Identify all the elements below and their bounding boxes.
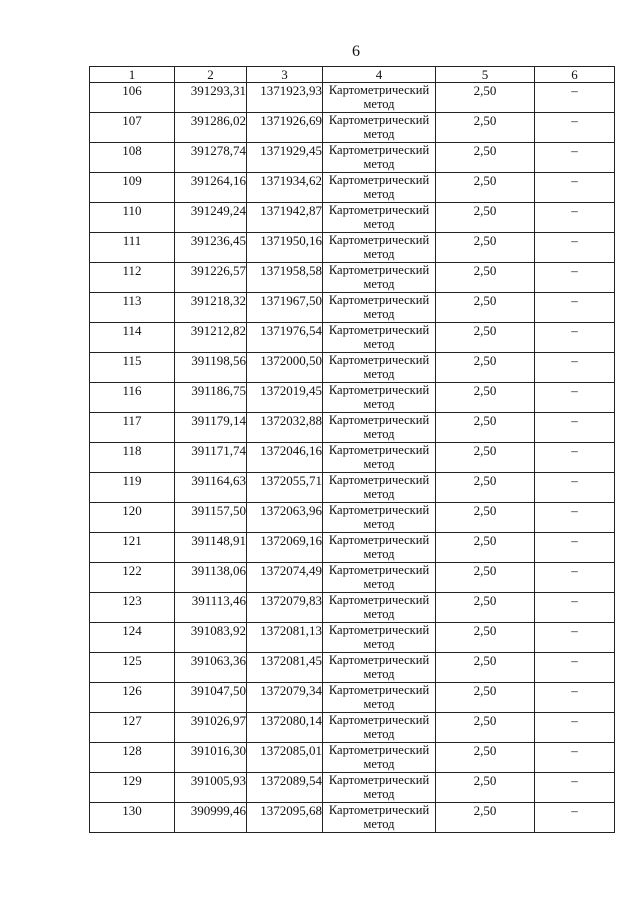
accuracy-cell: 2,50 xyxy=(436,83,535,113)
method-cell: Картометрический метод xyxy=(323,773,436,803)
accuracy-cell: 2,50 xyxy=(436,413,535,443)
table-row xyxy=(90,503,615,533)
point-number-cell: 112 xyxy=(90,263,175,293)
y-coordinate-cell: 1372079,34 xyxy=(247,683,323,713)
x-coordinate-cell: 391138,06 xyxy=(175,563,247,593)
method-cell: Картометрический метод xyxy=(323,743,436,773)
point-number-cell: 123 xyxy=(90,593,175,623)
method-cell: Картометрический метод xyxy=(323,173,436,203)
header-cell: 5 xyxy=(436,67,535,83)
point-number-cell: 115 xyxy=(90,353,175,383)
point-number-cell: 120 xyxy=(90,503,175,533)
page-number: 6 xyxy=(352,43,360,60)
table-row xyxy=(90,173,615,203)
accuracy-cell: 2,50 xyxy=(436,323,535,353)
x-coordinate-cell: 391026,97 xyxy=(175,713,247,743)
note-cell: – xyxy=(535,323,615,353)
accuracy-cell: 2,50 xyxy=(436,383,535,413)
note-cell: – xyxy=(535,173,615,203)
table-row xyxy=(90,473,615,503)
y-coordinate-cell: 1372089,54 xyxy=(247,773,323,803)
point-number-cell: 124 xyxy=(90,623,175,653)
method-cell: Картометрический метод xyxy=(323,113,436,143)
point-number-cell: 117 xyxy=(90,413,175,443)
accuracy-cell: 2,50 xyxy=(436,263,535,293)
y-coordinate-cell: 1371950,16 xyxy=(247,233,323,263)
accuracy-cell: 2,50 xyxy=(436,473,535,503)
accuracy-cell: 2,50 xyxy=(436,443,535,473)
note-cell: – xyxy=(535,83,615,113)
x-coordinate-cell: 391293,31 xyxy=(175,83,247,113)
table-row xyxy=(90,743,615,773)
note-cell: – xyxy=(535,203,615,233)
y-coordinate-cell: 1372063,96 xyxy=(247,503,323,533)
accuracy-cell: 2,50 xyxy=(436,683,535,713)
y-coordinate-cell: 1371976,54 xyxy=(247,323,323,353)
point-number-cell: 106 xyxy=(90,83,175,113)
header-cell: 2 xyxy=(175,67,247,83)
note-cell: – xyxy=(535,503,615,533)
note-cell: – xyxy=(535,113,615,143)
x-coordinate-cell: 391249,24 xyxy=(175,203,247,233)
x-coordinate-cell: 391186,75 xyxy=(175,383,247,413)
x-coordinate-cell: 391226,57 xyxy=(175,263,247,293)
method-cell: Картометрический метод xyxy=(323,503,436,533)
header-cell: 3 xyxy=(247,67,323,83)
y-coordinate-cell: 1371934,62 xyxy=(247,173,323,203)
point-number-cell: 108 xyxy=(90,143,175,173)
table-row xyxy=(90,803,615,833)
x-coordinate-cell: 391218,32 xyxy=(175,293,247,323)
note-cell: – xyxy=(535,143,615,173)
table-row xyxy=(90,713,615,743)
point-number-cell: 121 xyxy=(90,533,175,563)
y-coordinate-cell: 1372069,16 xyxy=(247,533,323,563)
y-coordinate-cell: 1372085,01 xyxy=(247,743,323,773)
table-row xyxy=(90,593,615,623)
table-row xyxy=(90,443,615,473)
y-coordinate-cell: 1372046,16 xyxy=(247,443,323,473)
method-cell: Картометрический метод xyxy=(323,293,436,323)
method-cell: Картометрический метод xyxy=(323,263,436,293)
point-number-cell: 127 xyxy=(90,713,175,743)
note-cell: – xyxy=(535,743,615,773)
x-coordinate-cell: 391236,45 xyxy=(175,233,247,263)
x-coordinate-cell: 391047,50 xyxy=(175,683,247,713)
y-coordinate-cell: 1372055,71 xyxy=(247,473,323,503)
x-coordinate-cell: 391264,16 xyxy=(175,173,247,203)
y-coordinate-cell: 1371942,87 xyxy=(247,203,323,233)
y-coordinate-cell: 1372080,14 xyxy=(247,713,323,743)
note-cell: – xyxy=(535,563,615,593)
accuracy-cell: 2,50 xyxy=(436,533,535,563)
note-cell: – xyxy=(535,623,615,653)
point-number-cell: 130 xyxy=(90,803,175,833)
accuracy-cell: 2,50 xyxy=(436,353,535,383)
note-cell: – xyxy=(535,263,615,293)
accuracy-cell: 2,50 xyxy=(436,653,535,683)
table-row xyxy=(90,233,615,263)
method-cell: Картометрический метод xyxy=(323,653,436,683)
accuracy-cell: 2,50 xyxy=(436,143,535,173)
y-coordinate-cell: 1371967,50 xyxy=(247,293,323,323)
method-cell: Картометрический метод xyxy=(323,353,436,383)
point-number-cell: 114 xyxy=(90,323,175,353)
method-cell: Картометрический метод xyxy=(323,413,436,443)
x-coordinate-cell: 391198,56 xyxy=(175,353,247,383)
accuracy-cell: 2,50 xyxy=(436,773,535,803)
table-row xyxy=(90,563,615,593)
accuracy-cell: 2,50 xyxy=(436,743,535,773)
y-coordinate-cell: 1372095,68 xyxy=(247,803,323,833)
accuracy-cell: 2,50 xyxy=(436,503,535,533)
table-row xyxy=(90,533,615,563)
y-coordinate-cell: 1372081,13 xyxy=(247,623,323,653)
table-row xyxy=(90,653,615,683)
note-cell: – xyxy=(535,233,615,263)
x-coordinate-cell: 390999,46 xyxy=(175,803,247,833)
note-cell: – xyxy=(535,533,615,563)
table-row xyxy=(90,83,615,113)
note-cell: – xyxy=(535,713,615,743)
method-cell: Картометрический метод xyxy=(323,563,436,593)
note-cell: – xyxy=(535,293,615,323)
point-number-cell: 116 xyxy=(90,383,175,413)
method-cell: Картометрический метод xyxy=(323,383,436,413)
coordinates-table xyxy=(89,66,615,833)
y-coordinate-cell: 1372019,45 xyxy=(247,383,323,413)
table-row xyxy=(90,623,615,653)
note-cell: – xyxy=(535,413,615,443)
y-coordinate-cell: 1372081,45 xyxy=(247,653,323,683)
note-cell: – xyxy=(535,473,615,503)
accuracy-cell: 2,50 xyxy=(436,293,535,323)
point-number-cell: 129 xyxy=(90,773,175,803)
accuracy-cell: 2,50 xyxy=(436,563,535,593)
accuracy-cell: 2,50 xyxy=(436,623,535,653)
y-coordinate-cell: 1371958,58 xyxy=(247,263,323,293)
table-row xyxy=(90,353,615,383)
method-cell: Картометрический метод xyxy=(323,323,436,353)
note-cell: – xyxy=(535,443,615,473)
method-cell: Картометрический метод xyxy=(323,443,436,473)
note-cell: – xyxy=(535,353,615,383)
point-number-cell: 113 xyxy=(90,293,175,323)
header-cell: 4 xyxy=(323,67,436,83)
x-coordinate-cell: 391005,93 xyxy=(175,773,247,803)
point-number-cell: 110 xyxy=(90,203,175,233)
accuracy-cell: 2,50 xyxy=(436,803,535,833)
y-coordinate-cell: 1371929,45 xyxy=(247,143,323,173)
method-cell: Картометрический метод xyxy=(323,473,436,503)
point-number-cell: 119 xyxy=(90,473,175,503)
table-row xyxy=(90,683,615,713)
x-coordinate-cell: 391113,46 xyxy=(175,593,247,623)
note-cell: – xyxy=(535,653,615,683)
method-cell: Картометрический метод xyxy=(323,203,436,233)
y-coordinate-cell: 1372000,50 xyxy=(247,353,323,383)
point-number-cell: 125 xyxy=(90,653,175,683)
point-number-cell: 128 xyxy=(90,743,175,773)
point-number-cell: 126 xyxy=(90,683,175,713)
method-cell: Картометрический метод xyxy=(323,233,436,263)
x-coordinate-cell: 391164,63 xyxy=(175,473,247,503)
accuracy-cell: 2,50 xyxy=(436,173,535,203)
method-cell: Картометрический метод xyxy=(323,533,436,563)
method-cell: Картометрический метод xyxy=(323,623,436,653)
table-body xyxy=(90,83,615,833)
point-number-cell: 107 xyxy=(90,113,175,143)
x-coordinate-cell: 391278,74 xyxy=(175,143,247,173)
note-cell: – xyxy=(535,593,615,623)
y-coordinate-cell: 1372079,83 xyxy=(247,593,323,623)
method-cell: Картометрический метод xyxy=(323,803,436,833)
x-coordinate-cell: 391083,92 xyxy=(175,623,247,653)
method-cell: Картометрический метод xyxy=(323,683,436,713)
method-cell: Картометрический метод xyxy=(323,593,436,623)
y-coordinate-cell: 1371926,69 xyxy=(247,113,323,143)
point-number-cell: 122 xyxy=(90,563,175,593)
x-coordinate-cell: 391286,02 xyxy=(175,113,247,143)
point-number-cell: 109 xyxy=(90,173,175,203)
note-cell: – xyxy=(535,683,615,713)
table-row xyxy=(90,773,615,803)
table-row xyxy=(90,203,615,233)
header-cell: 6 xyxy=(535,67,615,83)
point-number-cell: 118 xyxy=(90,443,175,473)
table-row xyxy=(90,113,615,143)
x-coordinate-cell: 391179,14 xyxy=(175,413,247,443)
accuracy-cell: 2,50 xyxy=(436,203,535,233)
table-row xyxy=(90,293,615,323)
point-number-cell: 111 xyxy=(90,233,175,263)
note-cell: – xyxy=(535,803,615,833)
method-cell: Картометрический метод xyxy=(323,143,436,173)
y-coordinate-cell: 1371923,93 xyxy=(247,83,323,113)
accuracy-cell: 2,50 xyxy=(436,233,535,263)
method-cell: Картометрический метод xyxy=(323,83,436,113)
table-row xyxy=(90,263,615,293)
accuracy-cell: 2,50 xyxy=(436,593,535,623)
note-cell: – xyxy=(535,773,615,803)
x-coordinate-cell: 391171,74 xyxy=(175,443,247,473)
note-cell: – xyxy=(535,383,615,413)
x-coordinate-cell: 391157,50 xyxy=(175,503,247,533)
accuracy-cell: 2,50 xyxy=(436,713,535,743)
header-cell: 1 xyxy=(90,67,175,83)
table-row xyxy=(90,413,615,443)
table-row xyxy=(90,143,615,173)
y-coordinate-cell: 1372032,88 xyxy=(247,413,323,443)
x-coordinate-cell: 391148,91 xyxy=(175,533,247,563)
x-coordinate-cell: 391016,30 xyxy=(175,743,247,773)
method-cell: Картометрический метод xyxy=(323,713,436,743)
table-row xyxy=(90,383,615,413)
accuracy-cell: 2,50 xyxy=(436,113,535,143)
table-row xyxy=(90,323,615,353)
x-coordinate-cell: 391063,36 xyxy=(175,653,247,683)
y-coordinate-cell: 1372074,49 xyxy=(247,563,323,593)
x-coordinate-cell: 391212,82 xyxy=(175,323,247,353)
table-header-row xyxy=(90,67,615,83)
